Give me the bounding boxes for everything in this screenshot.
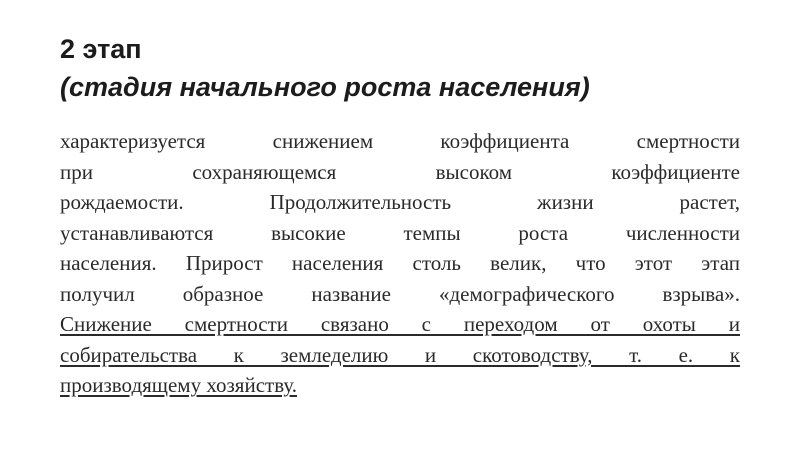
title-stage: 2 этап [60,34,142,64]
slide-title [60,30,760,106]
body-line: получил образное название «демографического взрыва». [60,281,741,306]
underlined-body-line: производящему хозяйству. [60,373,298,397]
body-line: населения. Прирост населения столь велик, что этот этап [60,251,741,275]
title-subtitle: (стадия начального роста населения) [60,72,590,102]
underlined-body-line: собирательства к земледелию и скотоводству, т. е. к [60,342,740,367]
underlined-body-line: Снижение смертности связано с переходом от охоты и [60,312,741,336]
body-line: рождаемости. Продолжительность жизни растет, [60,190,740,214]
body-line: при сохраняющемся высоком коэффициенте [60,159,740,184]
slide-body-text [60,126,740,401]
body-line: устанавливаются высокие темпы роста численности [60,220,740,245]
body-line: характеризуется снижением коэффициента смертности [60,129,740,153]
